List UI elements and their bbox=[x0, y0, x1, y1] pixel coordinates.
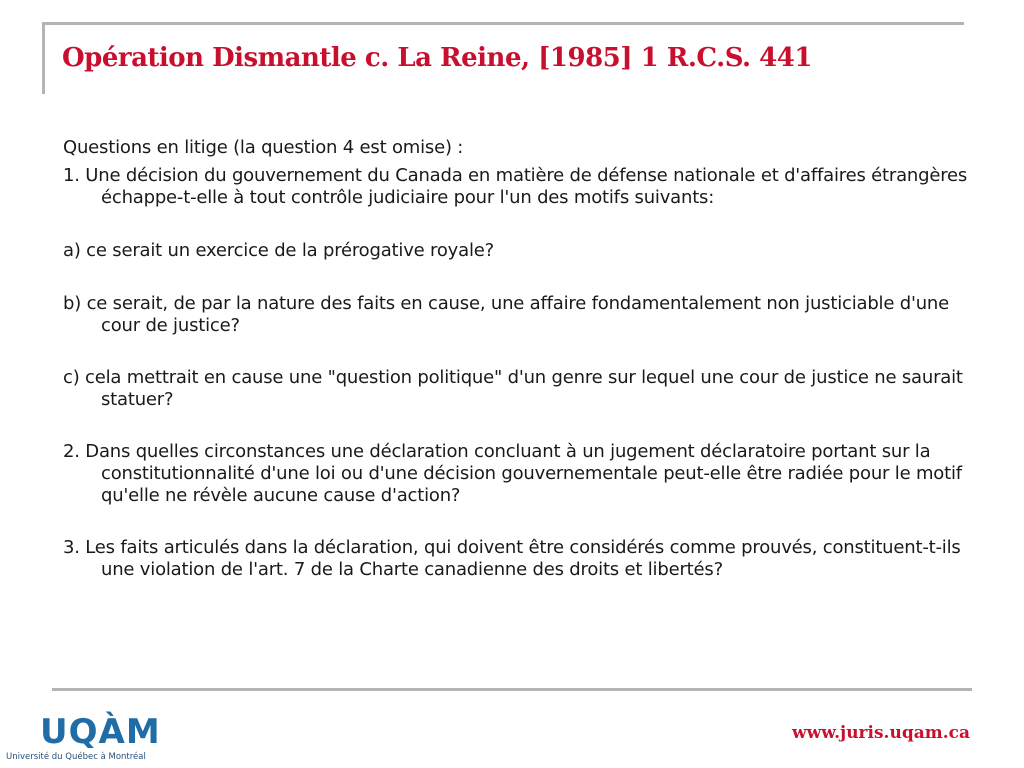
intro-text: Questions en litige (la question 4 est omise) : bbox=[63, 137, 464, 158]
website-link[interactable]: www.juris.uqam.ca bbox=[791, 723, 970, 743]
question-1a: a) ce serait un exercice de la prérogative royale? bbox=[63, 240, 494, 261]
slide-title: Opération Dismantle c. La Reine, [1985] 1 R.C.S. 441 bbox=[62, 43, 812, 73]
question-1c: c) cela mettrait en cause une "question politique" d'un genre sur lequel une cour de justice ne saurait statuer? bbox=[63, 367, 963, 410]
logo-subtitle: Université du Québec à Montréal bbox=[6, 752, 146, 762]
logo-mark: UQÀM bbox=[40, 712, 161, 752]
left-rule bbox=[42, 22, 45, 94]
slide-body bbox=[63, 137, 993, 581]
uqam-logo bbox=[6, 712, 161, 766]
question-1: 1. Une décision du gouvernement du Canada en matière de défense nationale et d'affaires étrangères échappe-t-elle à tout contrôle judiciaire pour l'un des motifs suivants: bbox=[63, 165, 968, 208]
bottom-rule bbox=[52, 688, 972, 691]
top-rule bbox=[42, 22, 964, 25]
question-2: 2. Dans quelles circonstances une déclaration concluant à un jugement déclaratoire portant sur la constitutionnalité d'une loi ou d'une décision gouvernementale peut-elle être radiée pour le motif qu'elle ne révèle aucune cause d'action? bbox=[63, 441, 962, 506]
question-3: 3. Les faits articulés dans la déclaration, qui doivent être considérés comme prouvés, constituent-t-ils une violation de l'art. 7 de la Charte canadienne des droits et libertés? bbox=[63, 537, 961, 580]
question-1b: b) ce serait, de par la nature des faits en cause, une affaire fondamentalement non justiciable d'une cour de justice? bbox=[63, 293, 950, 336]
